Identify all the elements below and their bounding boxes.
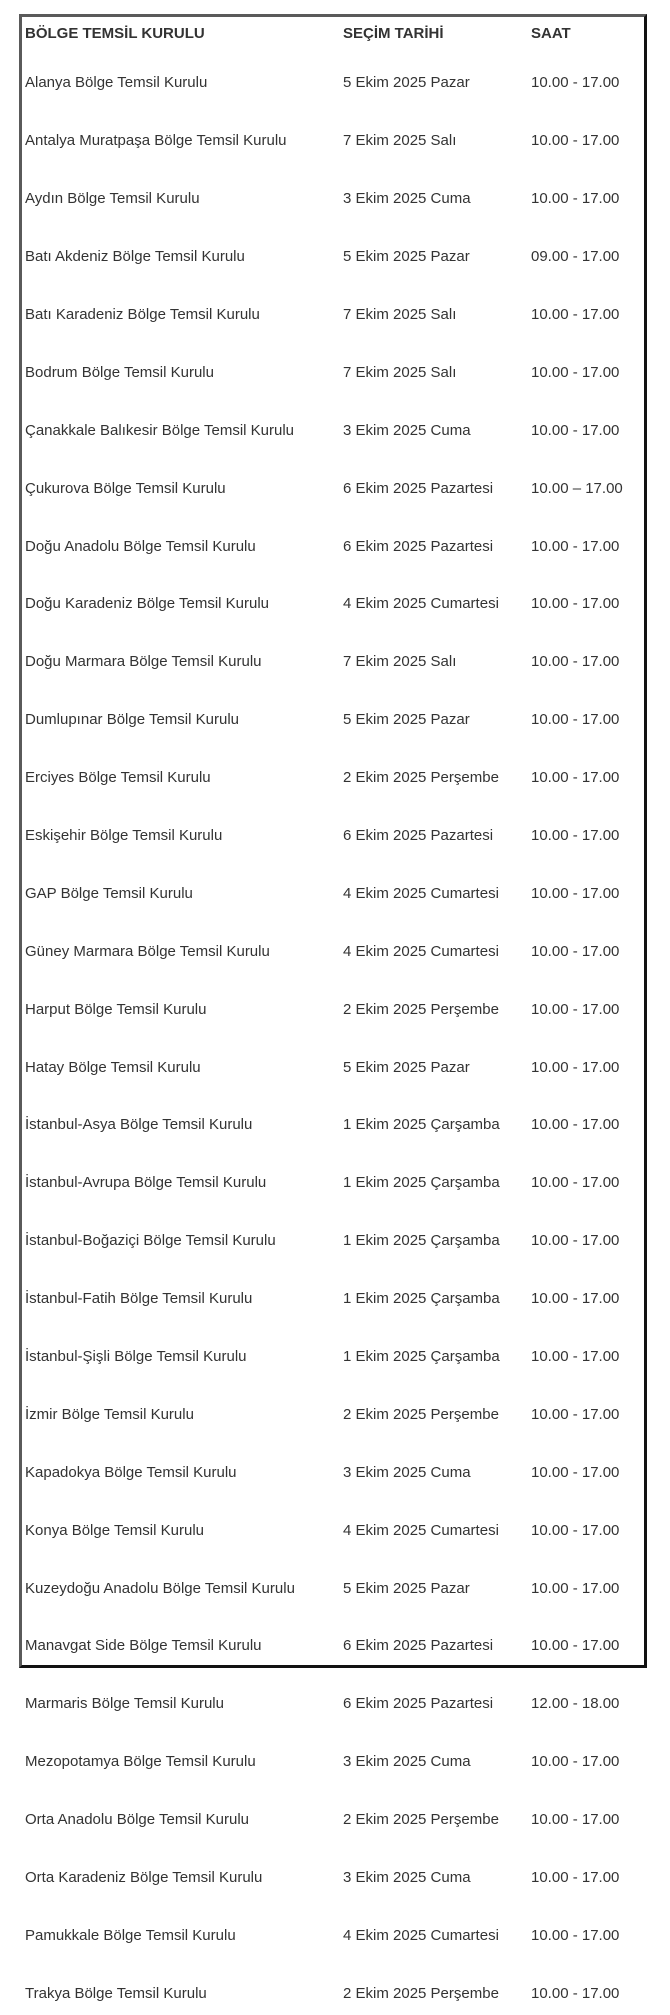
column-header-election-date: SEÇİM TARİHİ xyxy=(343,24,444,42)
committee-cell: Batı Karadeniz Bölge Temsil Kurulu xyxy=(25,306,260,323)
time-cell: 10.00 - 17.00 xyxy=(531,1869,620,1887)
committee-cell: Mezopotamya Bölge Temsil Kurulu xyxy=(25,1753,256,1771)
table-row xyxy=(22,221,644,279)
election-date-cell: 6 Ekim 2025 Pazartesi xyxy=(343,479,494,497)
time-cell: 10.00 - 17.00 xyxy=(531,1984,620,2002)
election-date-cell: 3 Ekim 2025 Cuma xyxy=(343,1753,471,1771)
table-row xyxy=(22,1205,644,1263)
table-row xyxy=(22,163,644,221)
table-row xyxy=(22,1494,644,1552)
table-header-row xyxy=(22,17,644,47)
time-cell: 10.00 - 17.00 xyxy=(531,1405,620,1423)
election-schedule-table xyxy=(22,17,644,2015)
election-date-cell: 5 Ekim 2025 Pazar xyxy=(343,248,470,266)
table-row xyxy=(22,394,644,452)
committee-cell: Antalya Muratpaşa Bölge Temsil Kurulu xyxy=(25,132,287,150)
committee-cell: Orta Anadolu Bölge Temsil Kurulu xyxy=(25,1811,250,1829)
time-cell: 10.00 - 17.00 xyxy=(531,1232,620,1250)
time-cell: 10.00 - 17.00 xyxy=(531,1058,620,1076)
table-row xyxy=(22,1957,644,2015)
committee-cell: Erciyes Bölge Temsil Kurulu xyxy=(25,769,211,787)
election-date-cell: 3 Ekim 2025 Cuma xyxy=(343,421,471,439)
committee-cell: GAP Bölge Temsil Kurulu xyxy=(25,884,193,902)
time-cell: 10.00 - 17.00 xyxy=(531,1811,620,1829)
time-cell: 10.00 - 17.00 xyxy=(531,1753,620,1771)
time-cell: 10.00 - 17.00 xyxy=(531,884,620,902)
table-body xyxy=(22,47,644,2015)
election-date-cell: 2 Ekim 2025 Perşembe xyxy=(343,769,499,787)
committee-cell: Doğu Marmara Bölge Temsil Kurulu xyxy=(25,653,262,671)
election-date-cell: 1 Ekim 2025 Çarşamba xyxy=(343,1174,500,1192)
election-date-cell: 4 Ekim 2025 Cumartesi xyxy=(343,595,499,613)
table-row xyxy=(22,1610,644,1668)
election-date-cell: 7 Ekim 2025 Salı xyxy=(343,306,457,323)
committee-cell: Çanakkale Balıkesir Bölge Temsil Kurulu xyxy=(25,421,295,439)
time-cell: 10.00 - 17.00 xyxy=(531,190,620,208)
election-date-cell: 6 Ekim 2025 Pazartesi xyxy=(343,537,494,555)
time-cell: 10.00 - 17.00 xyxy=(531,653,620,671)
time-cell: 10.00 - 17.00 xyxy=(531,1579,620,1597)
time-cell: 10.00 - 17.00 xyxy=(531,1463,620,1481)
election-date-cell: 1 Ekim 2025 Çarşamba xyxy=(343,1116,500,1134)
election-date-cell: 5 Ekim 2025 Pazar xyxy=(343,74,470,92)
table-row xyxy=(22,47,644,105)
election-date-cell: 2 Ekim 2025 Perşembe xyxy=(343,1405,499,1423)
table-row xyxy=(22,626,644,684)
election-date-cell: 7 Ekim 2025 Salı xyxy=(343,653,457,671)
time-cell: 10.00 - 17.00 xyxy=(531,74,620,92)
time-cell: 10.00 - 17.00 xyxy=(531,595,620,613)
table-row xyxy=(22,1784,644,1842)
election-date-cell: 2 Ekim 2025 Perşembe xyxy=(343,1000,499,1018)
table-row xyxy=(22,1031,644,1089)
committee-cell: Hatay Bölge Temsil Kurulu xyxy=(25,1058,201,1076)
election-date-cell: 1 Ekim 2025 Çarşamba xyxy=(343,1348,500,1366)
election-date-cell: 3 Ekim 2025 Cuma xyxy=(343,1869,471,1887)
committee-cell: Çukurova Bölge Temsil Kurulu xyxy=(25,479,226,497)
election-date-cell: 4 Ekim 2025 Cumartesi xyxy=(343,1926,499,1944)
time-cell: 10.00 - 17.00 xyxy=(531,132,620,150)
election-date-cell: 1 Ekim 2025 Çarşamba xyxy=(343,1232,500,1250)
election-date-cell: 4 Ekim 2025 Cumartesi xyxy=(343,1521,499,1539)
committee-cell: Kuzeydoğu Anadolu Bölge Temsil Kurulu xyxy=(25,1579,295,1597)
time-cell: 10.00 - 17.00 xyxy=(531,942,620,960)
election-schedule-table-frame xyxy=(19,14,647,2002)
table-row xyxy=(22,105,644,163)
time-cell: 10.00 - 17.00 xyxy=(531,1000,620,1018)
time-cell: 10.00 - 17.00 xyxy=(531,1174,620,1192)
election-date-cell: 4 Ekim 2025 Cumartesi xyxy=(343,884,499,902)
election-date-cell: 3 Ekim 2025 Cuma xyxy=(343,190,471,208)
table-row xyxy=(22,973,644,1031)
time-cell: 10.00 - 17.00 xyxy=(531,1637,620,1655)
committee-cell: Dumlupınar Bölge Temsil Kurulu xyxy=(25,711,239,729)
time-cell: 10.00 – 17.00 xyxy=(531,479,623,497)
committee-cell: Güney Marmara Bölge Temsil Kurulu xyxy=(25,942,270,960)
election-date-cell: 7 Ekim 2025 Salı xyxy=(343,132,457,150)
election-date-cell: 5 Ekim 2025 Pazar xyxy=(343,1058,470,1076)
time-cell: 10.00 - 17.00 xyxy=(531,306,620,323)
committee-cell: İstanbul-Asya Bölge Temsil Kurulu xyxy=(25,1116,253,1134)
committee-cell: Doğu Karadeniz Bölge Temsil Kurulu xyxy=(25,595,270,613)
committee-cell: Konya Bölge Temsil Kurulu xyxy=(25,1521,204,1539)
table-row xyxy=(22,1668,644,1726)
election-date-cell: 4 Ekim 2025 Cumartesi xyxy=(343,942,499,960)
table-row xyxy=(22,1900,644,1958)
election-date-cell: 7 Ekim 2025 Salı xyxy=(343,363,457,381)
column-header-time: SAAT xyxy=(531,24,571,42)
time-cell: 09.00 - 17.00 xyxy=(531,248,620,266)
table-row xyxy=(22,510,644,568)
election-date-cell: 6 Ekim 2025 Pazartesi xyxy=(343,827,494,845)
table-row xyxy=(22,800,644,858)
committee-cell: Eskişehir Bölge Temsil Kurulu xyxy=(25,827,223,845)
table-row xyxy=(22,915,644,973)
time-cell: 10.00 - 17.00 xyxy=(531,1348,620,1366)
table-row xyxy=(22,1263,644,1321)
committee-cell: Kapadokya Bölge Temsil Kurulu xyxy=(25,1463,237,1481)
table-row xyxy=(22,336,644,394)
committee-cell: Orta Karadeniz Bölge Temsil Kurulu xyxy=(25,1869,263,1887)
time-cell: 10.00 - 17.00 xyxy=(531,421,620,439)
table-row xyxy=(22,452,644,510)
committee-cell: Batı Akdeniz Bölge Temsil Kurulu xyxy=(25,248,245,266)
committee-cell: İstanbul-Şişli Bölge Temsil Kurulu xyxy=(25,1348,247,1366)
time-cell: 10.00 - 17.00 xyxy=(531,769,620,787)
time-cell: 10.00 - 17.00 xyxy=(531,537,620,555)
committee-cell: İstanbul-Avrupa Bölge Temsil Kurulu xyxy=(25,1174,267,1192)
time-cell: 10.00 - 17.00 xyxy=(531,1290,620,1308)
election-date-cell: 6 Ekim 2025 Pazartesi xyxy=(343,1637,494,1655)
table-row xyxy=(22,1089,644,1147)
committee-cell: İstanbul-Fatih Bölge Temsil Kurulu xyxy=(25,1290,253,1308)
committee-cell: Pamukkale Bölge Temsil Kurulu xyxy=(25,1926,236,1944)
time-cell: 12.00 - 18.00 xyxy=(531,1695,620,1713)
election-date-cell: 3 Ekim 2025 Cuma xyxy=(343,1463,471,1481)
table-row xyxy=(22,1321,644,1379)
election-date-cell: 2 Ekim 2025 Perşembe xyxy=(343,1984,499,2002)
table-row xyxy=(22,1726,644,1784)
column-header-committee: BÖLGE TEMSİL KURULU xyxy=(25,24,205,42)
table-row xyxy=(22,857,644,915)
committee-cell: Manavgat Side Bölge Temsil Kurulu xyxy=(25,1637,262,1655)
time-cell: 10.00 - 17.00 xyxy=(531,1116,620,1134)
committee-cell: İstanbul-Boğaziçi Bölge Temsil Kurulu xyxy=(25,1232,276,1250)
table-row xyxy=(22,1378,644,1436)
election-date-cell: 2 Ekim 2025 Perşembe xyxy=(343,1811,499,1829)
table-row xyxy=(22,1552,644,1610)
time-cell: 10.00 - 17.00 xyxy=(531,1926,620,1944)
table-row xyxy=(22,1842,644,1900)
committee-cell: Trakya Bölge Temsil Kurulu xyxy=(25,1984,207,2002)
committee-cell: İzmir Bölge Temsil Kurulu xyxy=(25,1405,194,1423)
time-cell: 10.00 - 17.00 xyxy=(531,711,620,729)
committee-cell: Doğu Anadolu Bölge Temsil Kurulu xyxy=(25,537,256,555)
election-date-cell: 1 Ekim 2025 Çarşamba xyxy=(343,1290,500,1308)
committee-cell: Aydın Bölge Temsil Kurulu xyxy=(25,190,200,208)
table-row xyxy=(22,1436,644,1494)
committee-cell: Bodrum Bölge Temsil Kurulu xyxy=(25,363,214,381)
committee-cell: Alanya Bölge Temsil Kurulu xyxy=(25,74,208,92)
table-row xyxy=(22,684,644,742)
table-row xyxy=(22,568,644,626)
committee-cell: Harput Bölge Temsil Kurulu xyxy=(25,1000,207,1018)
time-cell: 10.00 - 17.00 xyxy=(531,1521,620,1539)
committee-cell: Marmaris Bölge Temsil Kurulu xyxy=(25,1695,224,1713)
table-row xyxy=(22,742,644,800)
time-cell: 10.00 - 17.00 xyxy=(531,827,620,845)
election-date-cell: 5 Ekim 2025 Pazar xyxy=(343,1579,470,1597)
table-row xyxy=(22,1147,644,1205)
election-date-cell: 5 Ekim 2025 Pazar xyxy=(343,711,470,729)
time-cell: 10.00 - 17.00 xyxy=(531,363,620,381)
election-date-cell: 6 Ekim 2025 Pazartesi xyxy=(343,1695,494,1713)
table-row xyxy=(22,279,644,337)
